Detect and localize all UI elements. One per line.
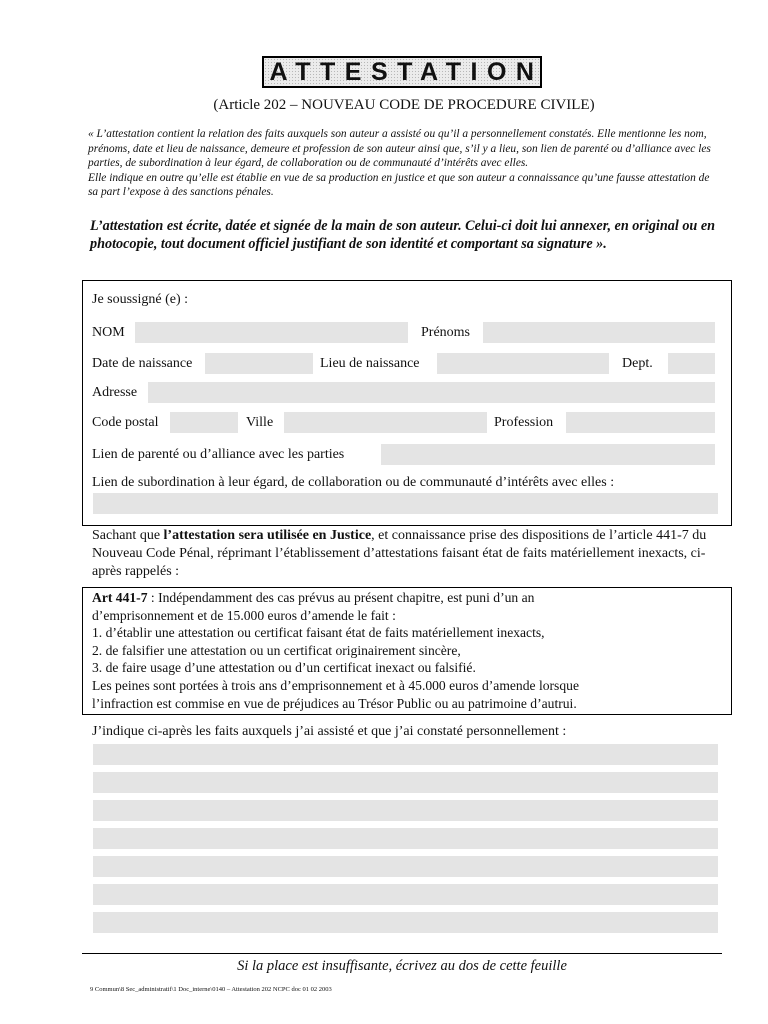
article-line-2: d’emprisonnement et de 15.000 euros d’amende le fait : [92, 607, 396, 623]
article-text [92, 589, 579, 712]
lien-parente-label: Lien de parenté ou d’alliance avec les parties [92, 447, 345, 462]
footer-path: 9 Commun\8 Sec_administratif\1 Doc_interne\0140 – Attestation 202 NCPC doc 01 02 2003 [90, 986, 332, 993]
faits-line-7[interactable] [93, 912, 718, 933]
lien-subordination-field[interactable] [93, 493, 718, 514]
code-postal-label: Code postal [92, 415, 159, 430]
article-item-2: 2. de falsifier une attestation ou un certificat originairement sincère, [92, 642, 461, 658]
faits-line-6[interactable] [93, 884, 718, 905]
soussigne-label: Je soussigné (e) : [92, 292, 189, 307]
profession-field[interactable] [566, 412, 715, 433]
article-line-7: l’infraction est commise en vue de préjudices au Trésor Public ou au patrimoine d’autrui. [92, 695, 577, 711]
sachant-pre: Sachant que [92, 528, 164, 543]
sachant-paragraph [92, 527, 724, 581]
intro-paragraph-2: Elle indique en outre qu’elle est établie en vue de sa production en justice et que son auteur a connaissance qu’une fausse attestation de sa part l’expose à des sanctions pénales. [88, 171, 710, 199]
lien-parente-field[interactable] [381, 444, 715, 465]
page-title: ATTESTATION [269, 57, 544, 86]
date-naissance-label: Date de naissance [92, 356, 193, 371]
adresse-label: Adresse [92, 385, 138, 400]
article-item-3: 3. de faire usage d’une attestation ou d’un certificat inexact ou falsifié. [92, 660, 476, 676]
faits-intro: J’indique ci-après les faits auxquels j’ai assisté et que j’ai constaté personnellement : [92, 724, 567, 739]
nom-field[interactable] [135, 322, 408, 343]
faits-line-4[interactable] [93, 828, 718, 849]
faits-line-5[interactable] [93, 856, 718, 877]
code-postal-field[interactable] [170, 412, 238, 433]
title-box [262, 56, 542, 88]
bottom-note: Si la place est insuffisante, écrivez au dos de cette feuille [237, 958, 567, 974]
dept-label: Dept. [622, 356, 653, 371]
date-naissance-field[interactable] [205, 353, 313, 374]
lieu-naissance-label: Lieu de naissance [320, 356, 420, 371]
intro-text [88, 127, 718, 200]
lien-subordination-label: Lien de subordination à leur égard, de collaboration ou de communauté d’intérêts avec elles : [92, 475, 615, 490]
article-line-6: Les peines sont portées à trois ans d’emprisonnement et à 45.000 euros d’amende lorsque [92, 677, 579, 693]
ville-field[interactable] [284, 412, 487, 433]
bottom-divider [82, 953, 722, 954]
adresse-field[interactable] [148, 382, 715, 403]
intro-paragraph-1: « L’attestation contient la relation des faits auxquels son auteur a assisté ou qu’il a personnellement constatés. Elle mentionne les nom, prénoms, date et lieu de naissance, demeure et profession de son auteur ainsi que, s’il y a lieu, son lien de parenté ou d’alliance avec les parties, de subordination à leur égard, de collaboration ou de communauté d’intérêts avec elles. [88, 128, 711, 170]
faits-line-1[interactable] [93, 744, 718, 765]
nom-label: NOM [92, 325, 125, 340]
prenoms-label: Prénoms [421, 325, 470, 340]
sachant-bold: l’attestation sera utilisée en Justice [163, 528, 372, 543]
article-item-1: 1. d’établir une attestation ou certificat faisant état de faits matériellement inexacts, [92, 625, 545, 641]
ville-label: Ville [246, 415, 274, 430]
dept-field[interactable] [668, 353, 715, 374]
sachant-post: , et connaissance prise des dispositions de l’article 441-7 du Nouveau Code Pénal, réprimant l’établissement d’attestations faisant état de faits matériellement inexacts, ci-après rappelés : [92, 528, 707, 579]
profession-label: Profession [494, 415, 554, 430]
article-ref: Art 441-7 [92, 590, 148, 605]
article-line-1: : Indépendamment des cas prévus au présent chapitre, est puni d’un an [147, 590, 535, 605]
intro-bold-paragraph: L’attestation est écrite, datée et signée de la main de son auteur. Celui-ci doit lui annexer, en original ou en photocopie, tout document officiel justifiant de son identité et comportant sa signature ». [90, 218, 716, 252]
faits-line-3[interactable] [93, 800, 718, 821]
lieu-naissance-field[interactable] [437, 353, 609, 374]
faits-line-2[interactable] [93, 772, 718, 793]
prenoms-field[interactable] [483, 322, 715, 343]
subtitle: (Article 202 – NOUVEAU CODE DE PROCEDURE CIVILE) [213, 97, 595, 113]
